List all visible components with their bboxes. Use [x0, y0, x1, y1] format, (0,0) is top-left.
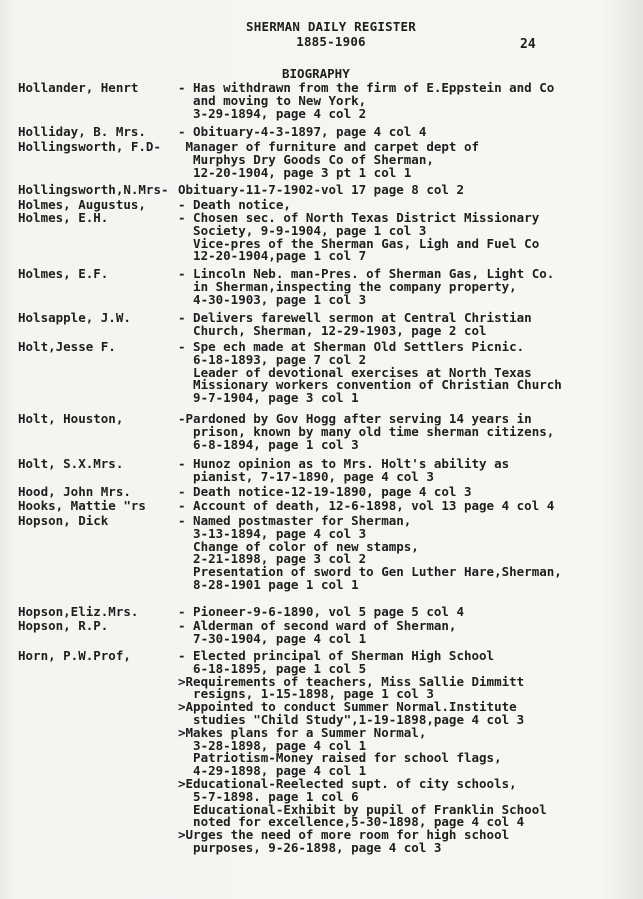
entry-line: 4-30-1903, page 1 col 3 — [178, 291, 367, 307]
entry-line: 5-7-1898. page 1 col 6 — [178, 788, 359, 804]
entry-name: Holt, Houston, — [18, 411, 124, 426]
entry-text — [178, 268, 638, 306]
entry-line: Society, 9-9-1904, page 1 col 3 — [178, 222, 427, 238]
entry-line: 6-18-1893, page 7 col 2 — [178, 351, 367, 367]
entry-line: Obituary-11-7-1902-vol 17 page 8 col 2 — [178, 182, 464, 197]
entry-line: - Death notice, — [178, 197, 291, 212]
entry-name: Hollander, Henrt — [18, 80, 139, 95]
entry-name: Holt,Jesse F. — [18, 339, 116, 354]
entry-text — [178, 141, 638, 179]
entry-name: Holmes, E.F. — [18, 266, 109, 281]
page-number: 24 — [520, 37, 536, 52]
entry-line: - Pioneer-9-6-1890, vol 5 page 5 col 4 — [178, 604, 464, 619]
entry-line: 6-8-1894, page 1 col 3 — [178, 436, 359, 452]
entry-line: 3-28-1898, page 4 col 1 — [178, 737, 367, 753]
entry-text — [178, 312, 638, 338]
entry-line: - Account of death, 12-6-1898, vol 13 page 4 col 4 — [178, 498, 555, 513]
entry-text — [178, 486, 638, 499]
entry-text — [178, 341, 638, 405]
entry-line: 7-30-1904, page 4 col 1 — [178, 630, 367, 646]
register-years: 1885-1906 — [296, 34, 366, 49]
entry-line: 9-7-1904, page 3 col 1 — [178, 390, 359, 406]
entry-line: noted for excellence,5-30-1898, page 4 col 4 — [178, 814, 525, 830]
entry-line: - Lincoln Neb. man-Pres. of Sherman Gas, Light Co. — [178, 266, 555, 281]
entry-text — [178, 620, 638, 646]
entry-line: Murphys Dry Goods Co of Sherman, — [178, 151, 434, 167]
entry-line: >Makes plans for a Summer Normal, — [178, 724, 427, 740]
entry-text — [178, 515, 638, 592]
entry-name: Hood, John Mrs. — [18, 484, 131, 499]
entry-line: 8-28-1901 page 1 col 1 — [178, 576, 359, 592]
entry-line: purposes, 9-26-1898, page 4 col 3 — [178, 839, 442, 855]
entry-name: Hollingsworth,N.Mrs- — [18, 182, 169, 197]
entry-name: Holmes, Augustus, — [18, 197, 146, 212]
entry-line: 3-29-1894, page 4 col 2 — [178, 105, 367, 121]
entry-name: Hollingsworth, F.D- — [18, 139, 161, 154]
entry-line: Manager of furniture and carpet dept of — [178, 139, 480, 154]
entry-line: -Pardoned by Gov Hogg after serving 14 years in — [178, 411, 532, 426]
register-title: SHERMAN DAILY REGISTER — [246, 19, 416, 34]
entry-text — [178, 82, 638, 120]
entry-line: 6-18-1895, page 1 col 5 — [178, 660, 367, 676]
entry-text — [178, 126, 638, 139]
entry-text — [178, 606, 638, 619]
entry-line: 12-20-1904, page 3 pt 1 col 1 — [178, 164, 412, 180]
entry-line: - Hunoz opinion as to Mrs. Holt's ability as — [178, 456, 510, 471]
entry-line: - Spe ech made at Sherman Old Settlers Picnic. — [178, 339, 525, 354]
entry-text — [178, 413, 638, 451]
entry-text — [178, 458, 638, 484]
entry-line: Missionary workers convention of Christian Church — [178, 377, 562, 393]
entry-name: Holsapple, J.W. — [18, 310, 131, 325]
entry-text — [178, 500, 638, 513]
entry-name: Hooks, Mattie "rs — [18, 498, 146, 513]
entry-line: - Chosen sec. of North Texas District Missionary — [178, 210, 540, 225]
entry-line: - Death notice-12-19-1890, page 4 col 3 — [178, 484, 472, 499]
section-heading: BIOGRAPHY — [282, 66, 350, 81]
entry-line: - Elected principal of Sherman High School — [178, 648, 495, 663]
entry-line: 4-29-1898, page 4 col 1 — [178, 763, 367, 779]
entry-text — [178, 184, 638, 197]
entry-text — [178, 650, 638, 855]
entry-name: Hopson,Eliz.Mrs. — [18, 604, 139, 619]
entry-name: Holt, S.X.Mrs. — [18, 456, 124, 471]
entry-line: >Educational-Reelected supt. of city schools, — [178, 775, 517, 791]
entry-name: Holmes, E.H. — [18, 210, 109, 225]
entry-line: pianist, 7-17-1890, page 4 col 3 — [178, 468, 434, 484]
entry-name: Horn, P.W.Prof, — [18, 648, 131, 663]
entry-line: >Urges the need of more room for high school — [178, 827, 510, 843]
entry-line: 12-20-1904,page 1 col 7 — [178, 248, 367, 264]
entry-line: in Sherman,inspecting the company property, — [178, 278, 517, 294]
entry-name: Hopson, Dick — [18, 513, 109, 528]
entry-line: - Delivers farewell sermon at Central Christian — [178, 310, 532, 325]
entry-line: Church, Sherman, 12-29-1903, page 2 col — [178, 322, 487, 338]
entry-text — [178, 212, 638, 263]
entry-line: Leader of devotional exercises at North Texas — [178, 364, 532, 380]
entry-line: >Appointed to conduct Summer Normal.Institute — [178, 699, 517, 715]
entry-line: Vice-pres of the Sherman Gas, Ligh and Fuel Co — [178, 235, 540, 251]
entry-line: prison, known by many old time sherman citizens, — [178, 423, 555, 439]
entry-line: and moving to New York, — [178, 92, 367, 108]
entry-line: - Has withdrawn from the firm of E.Eppstein and Co — [178, 80, 555, 95]
entry-line: Patriotism-Money raised for school flags, — [178, 750, 502, 766]
entry-line: Presentation of sword to Gen Luther Hare,Sherman, — [178, 564, 562, 580]
entry-name: Holliday, B. Mrs. — [18, 124, 146, 139]
entry-name: Hopson, R.P. — [18, 618, 109, 633]
entry-line: Change of color of new stamps, — [178, 538, 419, 554]
entry-line: studies "Child Study",1-19-1898,page 4 col 3 — [178, 711, 525, 727]
entry-line: - Named postmaster for Sherman, — [178, 513, 412, 528]
entry-line: resigns, 1-15-1898, page 1 col 3 — [178, 686, 434, 702]
entry-line: - Obituary-4-3-1897, page 4 col 4 — [178, 124, 427, 139]
entry-line: - Alderman of second ward of Sherman, — [178, 618, 457, 633]
entry-line: Educational-Exhibit by pupil of Franklin School — [178, 801, 547, 817]
entry-line: >Requirements of teachers, Miss Sallie Dimmitt — [178, 673, 525, 689]
entry-line: 2-21-1898, page 3 col 2 — [178, 551, 367, 567]
entry-line: 3-13-1894, page 4 col 3 — [178, 525, 367, 541]
